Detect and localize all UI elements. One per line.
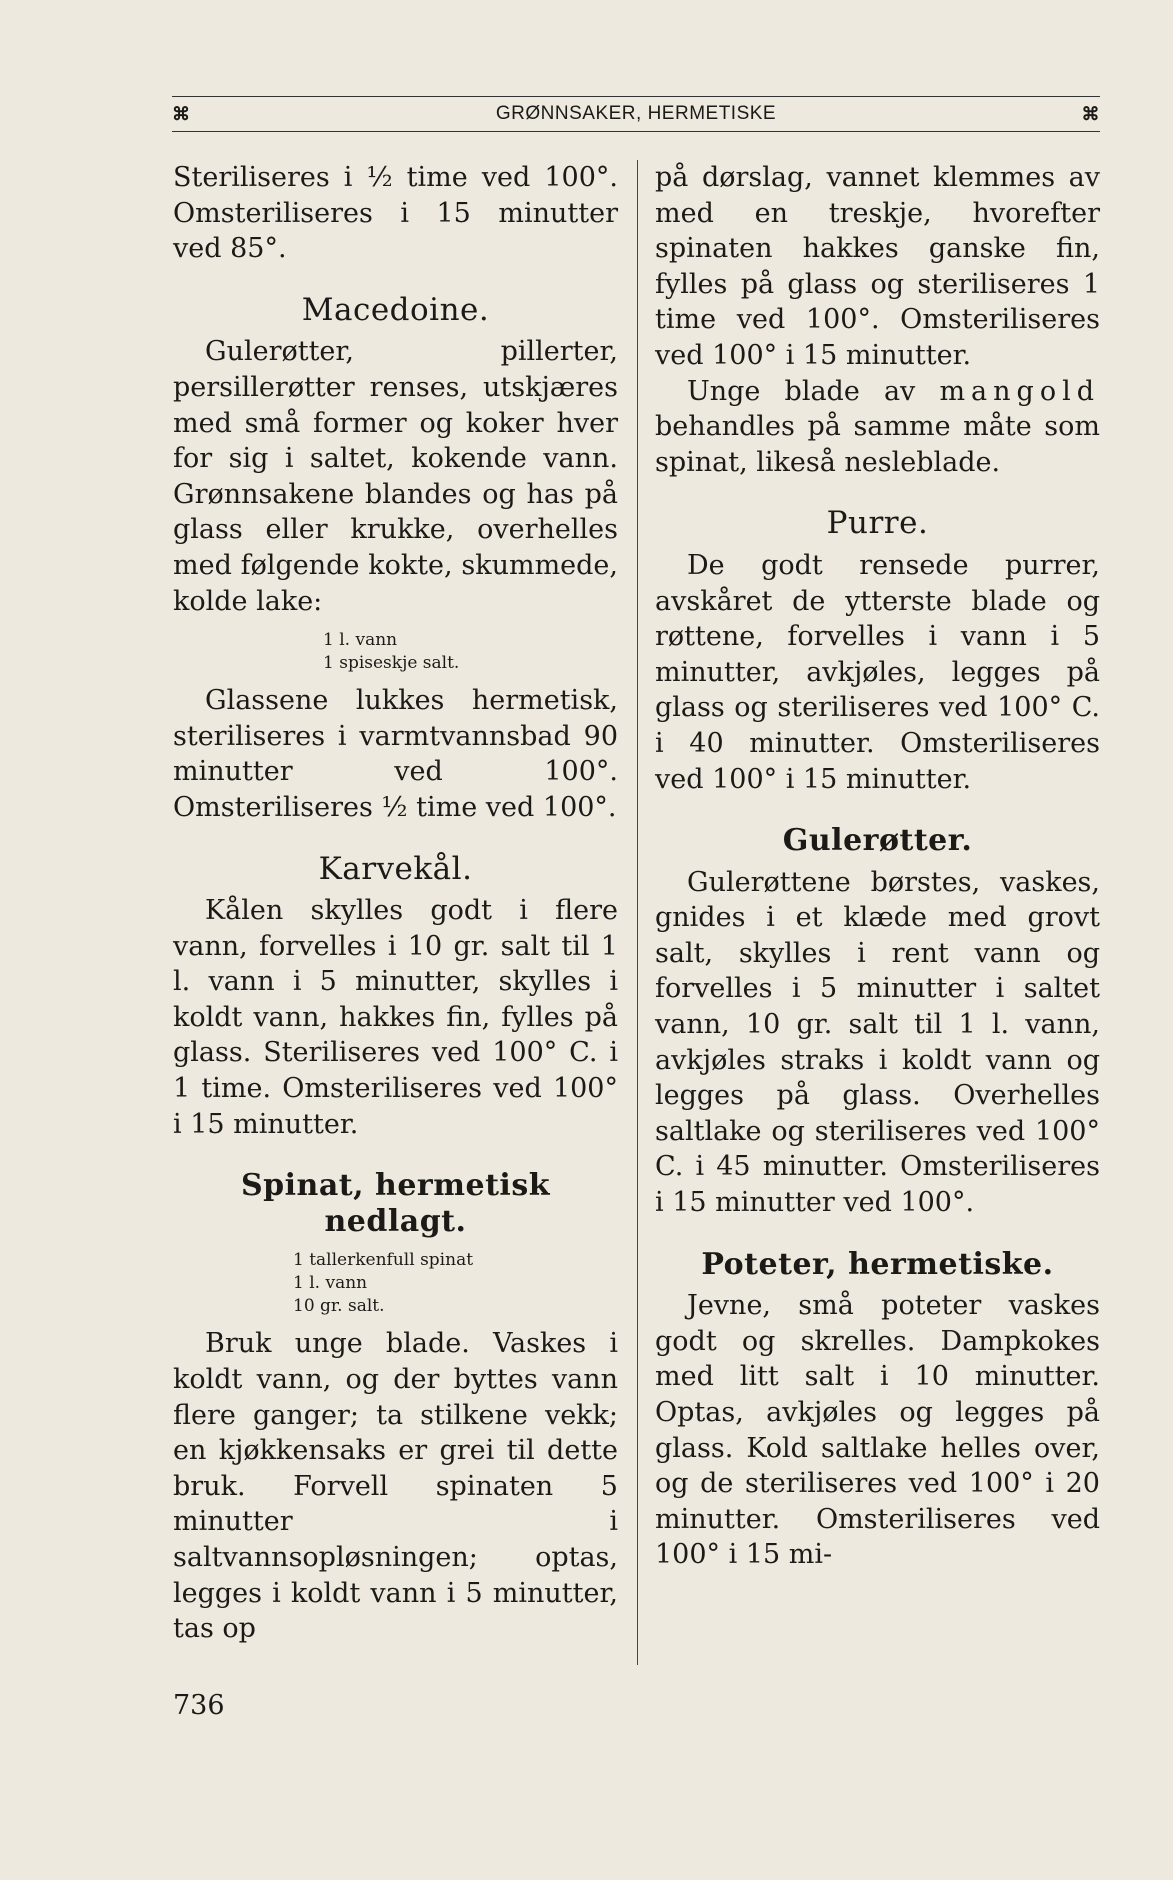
heading-poteter: Poteter, hermetiske. [701, 1246, 1054, 1282]
page-number: 736 [173, 1690, 225, 1721]
spinat-paragraph: Bruk unge blade. Vaskes i koldt vann, og der byttes vann flere ganger; ta stilkene vekk; en kjøkkensaks er grei til dette bruk. Forvell spinaten 5 minutter i saltvannsopløsningen; optas, legges i koldt vann i 5 minutter, tas op [173, 1328, 618, 1645]
heading-karvekal: Karvekål. [318, 850, 473, 887]
column-divider [637, 160, 638, 1665]
left-column [173, 160, 618, 1647]
right-column [655, 160, 1100, 1573]
left-ornament: ⌘ [172, 103, 191, 124]
poteter-paragraph: Jevne, små poteter vaskes godt og skrelles. Dampkokes med litt salt i 10 minutter. Optas, avkjøles og legges på glass. Kold saltlake helles over, og de steriliseres ved 100° i 20 minutter. Omsteriliseres ved 100° i 15 mi- [655, 1290, 1100, 1571]
running-title: GRØNNSAKER, HERMETISKE [495, 103, 777, 124]
spinat-continuation: på dørslag, vannet klemmes av med en treskje, hvorefter spinaten hakkes ganske fin, fylles på glass og steriliseres 1 time ved 100°. Omsteriliseres ved 100° i 15 minutter. [655, 162, 1100, 371]
heading-purre: Purre. [826, 505, 929, 542]
purre-paragraph: De godt rensede purrer, avskåret de ytterste blade og røttene, forvelles i vann i 5 minutter, avkjøles, legges på glass og steriliseres ved 100° C. i 40 minutter. Omsteriliseres ved 100° i 15 minutter. [655, 549, 1100, 795]
heading-spinat: Spinat, hermetisk nedlagt. [241, 1168, 550, 1239]
right-ornament: ⌘ [1081, 103, 1100, 124]
macedoine-paragraph-2: Glassene lukkes hermetisk, steriliseres i varmtvannsbad 90 minutter ved 100°. Omsteriliseres ½ time ved 100°. [173, 685, 618, 823]
ingredient-line: 1 l. vann [293, 1273, 368, 1294]
mangold-text-post: behandles på samme måte som spinat, likeså nesleblade. [655, 411, 1100, 478]
mangold-paragraph [655, 374, 1100, 481]
intro-paragraph: Steriliseres i ½ time ved 100°. Omsteriliseres i 15 minutter ved 85°. [173, 162, 618, 265]
gulerotter-paragraph: Gulerøttene børstes, vaskes, gnides i et klæde med grovt salt, skylles i rent vann og forvelles i 5 minutter i saltet vann, 10 gr. salt til 1 l. vann, avkjøles straks i koldt vann og legges på glass. Overhelles saltlake og steriliseres ved 100° C. i 45 minutter. Omsteriliseres i 15 minutter ved 100°. [655, 866, 1100, 1219]
ingredient-line: 10 gr. salt. [293, 1296, 385, 1317]
running-header [172, 96, 1100, 132]
macedoine-paragraph-1: Gulerøtter, pillerter, persillerøtter renses, utskjæres med små former og koker hver for sig i saltet, kokende vann. Grønnsakene blandes og has på glass eller krukke, overhelles med følgende kokte, skummede, kolde lake: [173, 336, 618, 617]
ingredient-line: 1 spiseskje salt. [323, 653, 460, 674]
karvekal-paragraph: Kålen skylles godt i flere vann, forvelles i 10 gr. salt til 1 l. vann i 5 minutter, skylles i koldt vann, hakkes fin, fylles på glass. Steriliseres ved 100° C. i 1 time. Omsteriliseres ved 100° i 15 minutter. [173, 895, 618, 1140]
macedoine-ingredients [323, 629, 618, 675]
heading-gulerotter: Gulerøtter. [782, 823, 973, 859]
heading-macedoine: Macedoine. [301, 291, 490, 328]
spinat-ingredients [293, 1249, 618, 1318]
ingredient-line: 1 tallerkenfull spinat [293, 1250, 474, 1271]
mangold-emphasis: mangold [939, 375, 1100, 407]
ingredient-line: 1 l. vann [323, 630, 398, 651]
mangold-text-pre: Unge blade av [687, 375, 940, 407]
